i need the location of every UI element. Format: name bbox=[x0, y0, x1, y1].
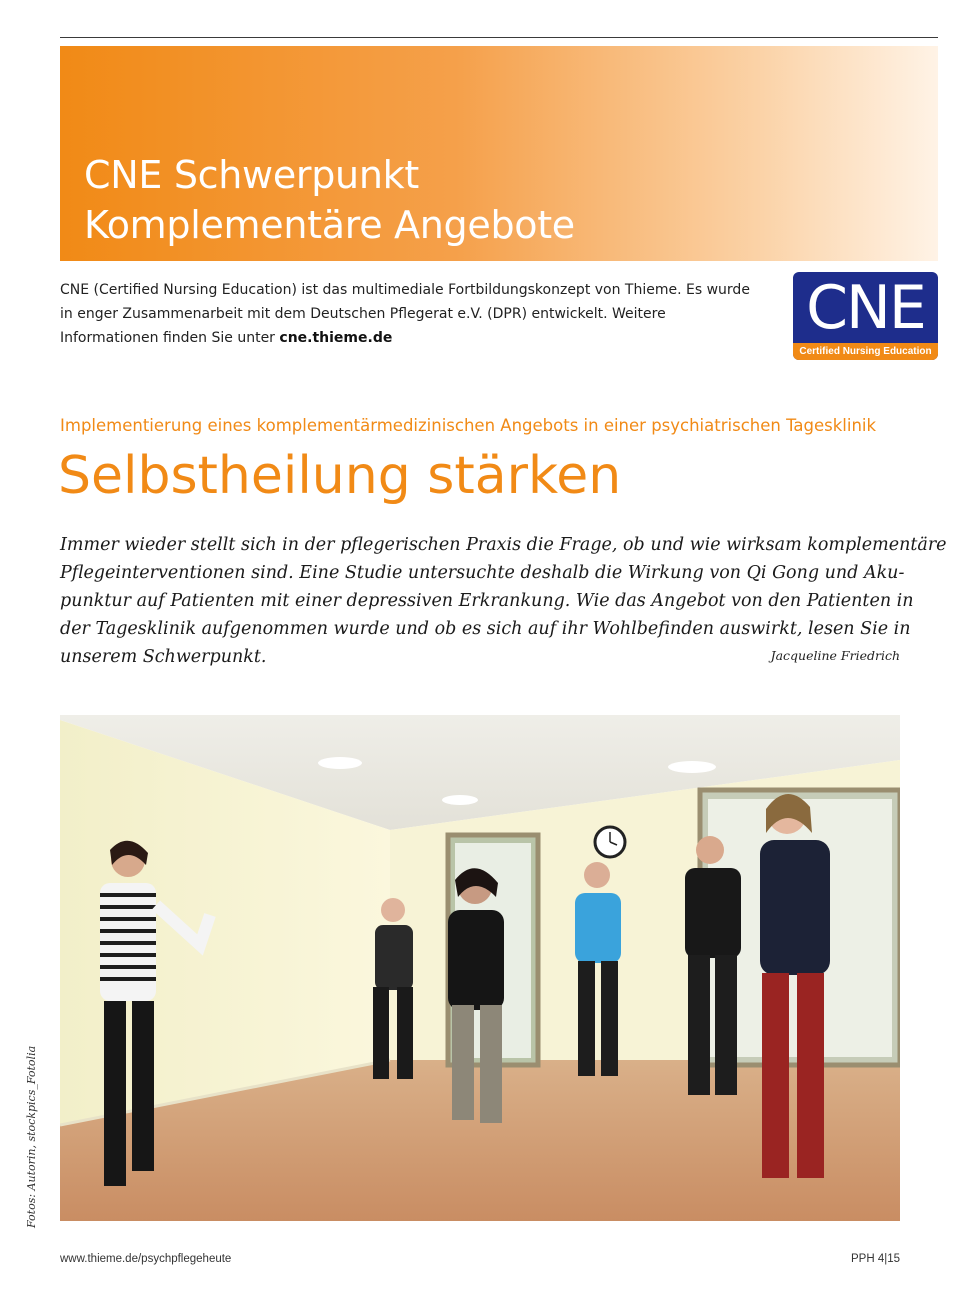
top-rule bbox=[60, 37, 938, 38]
photo-credit: Fotos: Autorin, stockpics_Fotolia bbox=[25, 1045, 38, 1228]
article-photo bbox=[60, 715, 900, 1221]
cne-logo-tagline: Certified Nursing Education bbox=[793, 343, 938, 360]
qigong-group-photo bbox=[60, 715, 900, 1221]
footer-url[interactable]: www.thieme.de/psychpflegeheute bbox=[60, 1253, 232, 1265]
footer-page-number: PPH 4|15 bbox=[850, 1253, 900, 1265]
lead-line: unserem Schwerpunkt. bbox=[60, 647, 267, 667]
lead-line: punktur auf Patienten mit einer depressiven Erkrankung. Wie das Angebot von den Patienten in bbox=[60, 591, 914, 611]
lead-line: Pflegeinterventionen sind. Eine Studie untersuchte deshalb die Wirkung von Qi Gong und Aku- bbox=[60, 563, 905, 583]
article-author: Jacqueline Friedrich bbox=[770, 648, 900, 663]
cne-logo-mark: CNE bbox=[806, 273, 925, 343]
lead-line: der Tagesklinik aufgenommen wurde und ob es sich auf ihr Wohlbefinden auswirkt, lesen Sie in bbox=[60, 619, 911, 639]
cne-website-link[interactable]: cne.thieme.de bbox=[279, 330, 393, 346]
banner-title-line2: Komplementäre Angebote bbox=[84, 203, 575, 247]
article-kicker: Implementierung eines komplementärmedizinischen Angebots in einer psychiatrischen Tagesklinik bbox=[60, 416, 877, 435]
section-banner bbox=[60, 46, 938, 261]
lead-line: Immer wieder stellt sich in der pflegerischen Praxis die Frage, ob und wie wirksam komplementäre bbox=[60, 535, 947, 555]
cne-intro-text bbox=[60, 278, 750, 350]
banner-title-line1: CNE Schwerpunkt bbox=[84, 153, 419, 197]
intro-body: CNE (Certified Nursing Education) ist das multimediale Fortbildungskonzept von Thieme. Es wurde in enger Zusammenarbeit mit dem Deutschen Pflegerat e.V. (DPR) entwickelt. Weitere Informationen finden Sie unter bbox=[60, 282, 750, 346]
article-headline: Selbstheilung stärken bbox=[58, 446, 622, 506]
cne-logo bbox=[793, 272, 938, 360]
